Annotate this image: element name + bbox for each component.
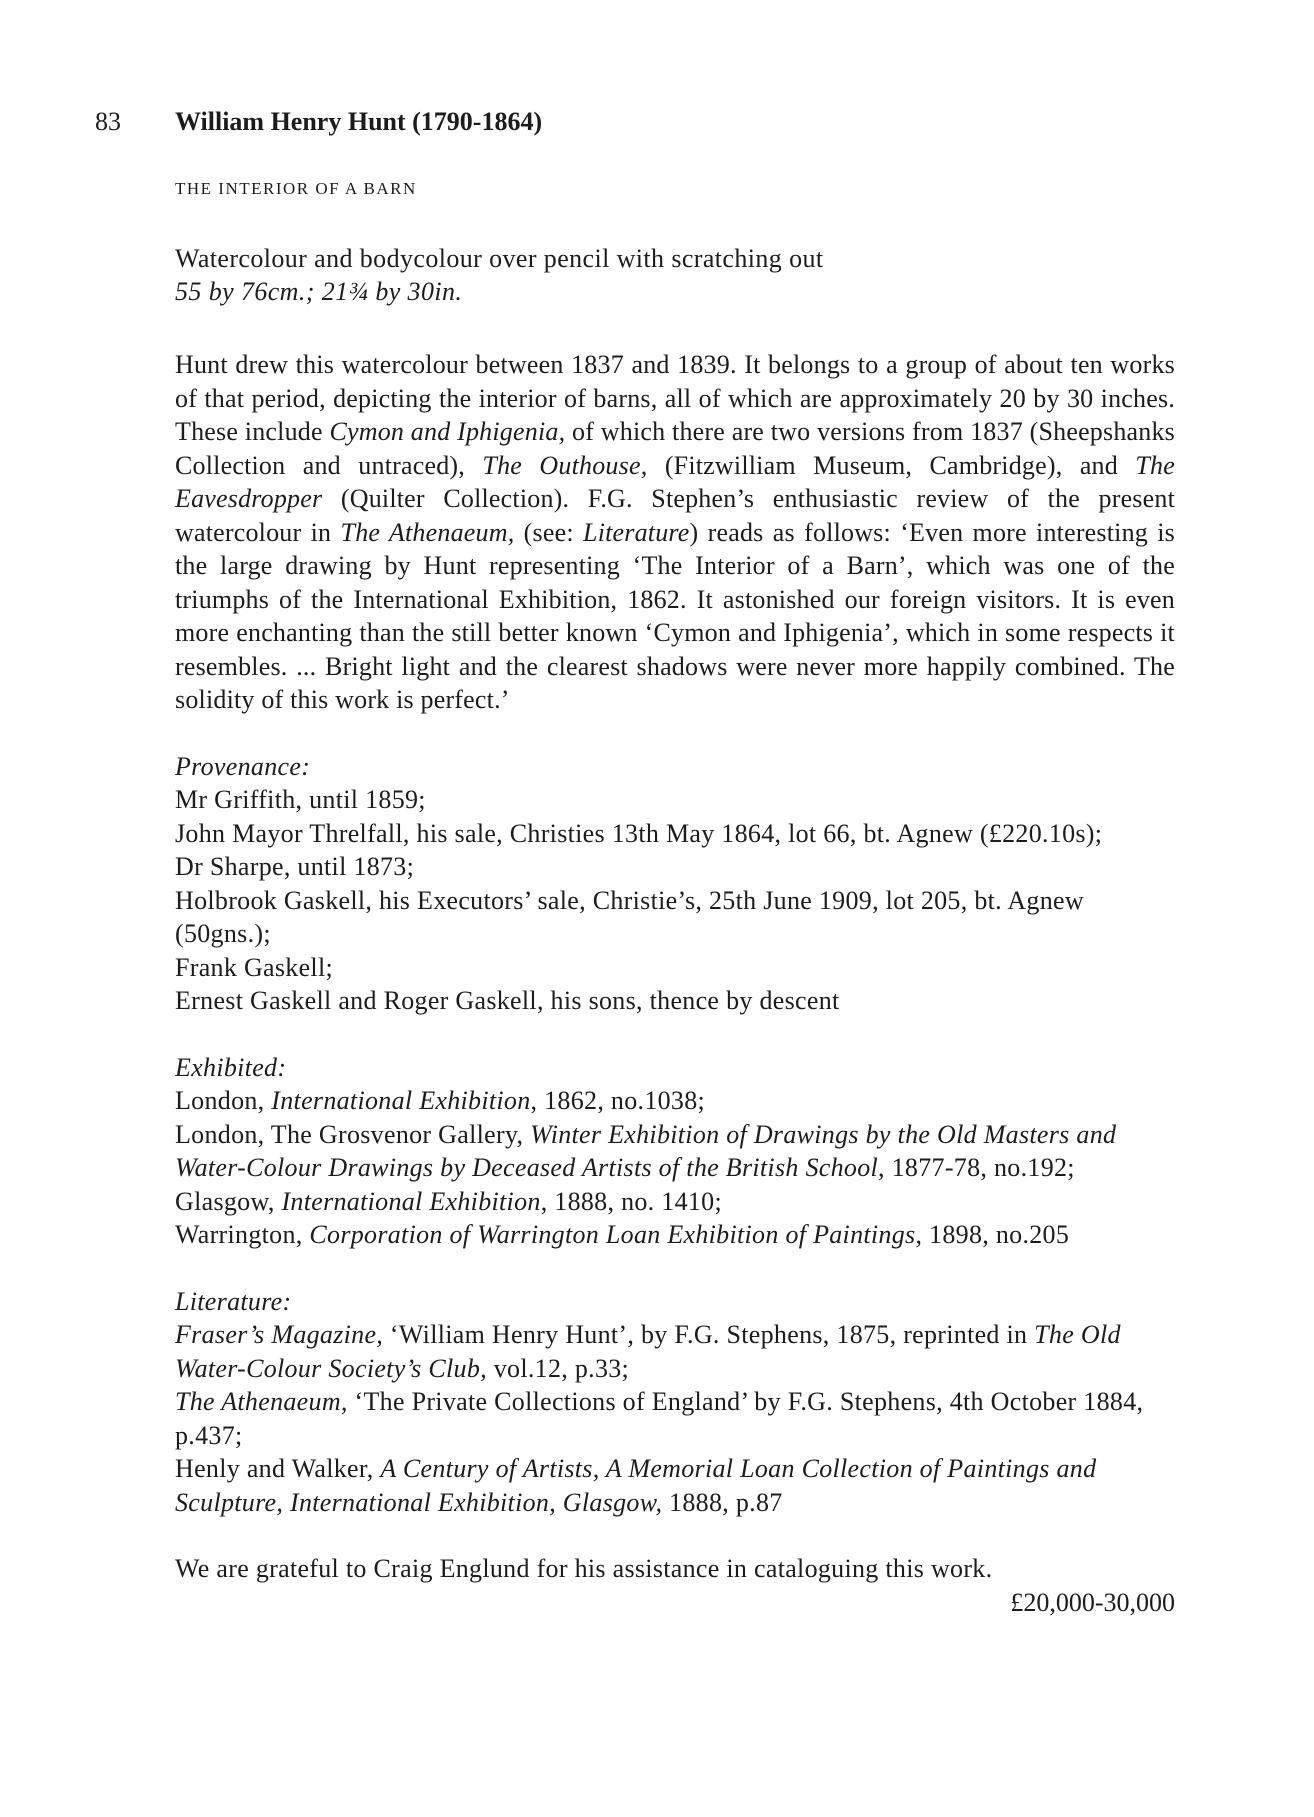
literature-entry	[175, 1385, 1175, 1452]
provenance-line: Dr Sharpe, until 1873;	[175, 852, 415, 881]
essay-work-title: Cymon and Iphigenia,	[329, 417, 566, 446]
essay-text: Hunt drew this watercolour between 1837 and 1839. It belongs to a group of about ten works of that period, depicting the interior of barns, all of which are approximately 20 by 30 inches. These include	[175, 350, 1175, 446]
provenance-section	[175, 750, 1175, 1018]
exhibited-label: Exhibited:	[175, 1052, 287, 1082]
exhibited-section	[175, 1051, 1175, 1252]
medium-description: Watercolour and bodycolour over pencil with scratching out	[175, 244, 824, 273]
dimensions: 55 by 76cm.; 21¾ by 30in.	[175, 277, 463, 306]
lot-number: 83	[95, 107, 121, 136]
artist-name: William Henry Hunt (1790-1864)	[175, 107, 543, 136]
work-title: THE INTERIOR OF A BARN	[175, 179, 417, 198]
exhibition-venue: London,	[175, 1086, 272, 1115]
essay-publication-title: The Athenaeum,	[340, 517, 515, 547]
exhibition-venue: Warrington,	[175, 1220, 310, 1249]
publication-title: The Athenaeum,	[175, 1387, 348, 1416]
essay-text: (Fitzwilliam Museum, Cambridge), and	[647, 450, 1136, 480]
essay-paragraph	[175, 348, 1175, 717]
exhibition-entry	[175, 1084, 1175, 1118]
provenance-line: Ernest Gaskell and Roger Gaskell, his sons, thence by descent	[175, 986, 840, 1015]
essay-text: (see:	[514, 517, 584, 547]
provenance-label: Provenance:	[175, 751, 311, 781]
essay-text: of which there are two versions from 1837 (Sheepshanks Collection and untraced),	[175, 417, 1175, 480]
literature-details: 1888, p.87	[662, 1487, 783, 1517]
catalogue-essay	[175, 348, 1175, 717]
acknowledgement: We are grateful to Craig Englund for his assistance in cataloguing this work.	[175, 1554, 993, 1583]
essay-reference: Literature	[583, 517, 690, 547]
exhibition-entry	[175, 1118, 1175, 1185]
provenance-line: John Mayor Threlfall, his sale, Christies 13th May 1864, lot 66, bt. Agnew (£220.10s);	[175, 818, 1103, 848]
medium-block	[175, 242, 1175, 308]
provenance-line: Holbrook Gaskell, his Executors’ sale, Christie’s, 25th June 1909, lot 205, bt. Agnew (50gns.);	[175, 885, 1084, 948]
literature-label: Literature:	[175, 1286, 292, 1316]
exhibition-details: , 1862, no.1038;	[530, 1086, 706, 1115]
provenance-line: Frank Gaskell;	[175, 952, 334, 982]
literature-entry	[175, 1318, 1175, 1385]
essay-work-title: The Eavesdropper	[175, 450, 1175, 513]
lot-entry	[175, 176, 1175, 1619]
essay-text: ) reads as follows: ‘Even more interesting is the large drawing by Hunt representing ‘The Interior of a Barn’, which was one of the triumphs of the International Exhibition, 1862. It astonished our foreign visitors. It is even more enchanting than the still better known ‘Cymon and Iphigenia’, which in some respects it resembles. ... Bright light and the clearest shadows were never more happily combined. The solidity of this work is perfect.’	[175, 517, 1175, 714]
exhibition-venue: Glasgow,	[175, 1186, 282, 1216]
exhibition-title: Winter Exhibition of Drawings by the Old Masters and Water-Colour Drawings by Deceased Artists of the British School	[175, 1119, 1117, 1182]
literature-details: vol.12, p.33;	[486, 1353, 630, 1383]
publication-title: A Century of Artists, A Memorial Loan Collection of Paintings and Sculpture, International Exhibition, Glasgow,	[175, 1454, 1097, 1517]
literature-section	[175, 1285, 1175, 1520]
exhibition-entry	[175, 1185, 1175, 1219]
exhibition-details: , 1888, no. 1410;	[540, 1186, 723, 1216]
exhibition-details: , 1898, no.205	[915, 1220, 1070, 1249]
provenance-line: Mr Griffith, until 1859;	[175, 785, 426, 814]
exhibition-title: International Exhibition	[281, 1186, 541, 1216]
literature-entry	[175, 1452, 1175, 1519]
literature-authors: Henly and Walker,	[175, 1454, 381, 1483]
publication-title: Fraser’s Magazine,	[175, 1320, 384, 1349]
lot-header	[95, 104, 542, 140]
publication-title: The Old Water-Colour Society’s Club,	[175, 1320, 1121, 1383]
exhibition-venue: London, The Grosvenor Gallery,	[175, 1119, 531, 1149]
exhibition-entry	[175, 1218, 1175, 1252]
literature-details: ‘William Henry Hunt’, by F.G. Stephens, 1875, reprinted in	[383, 1320, 1035, 1349]
exhibition-details: , 1877-78, no.192;	[878, 1153, 1075, 1182]
essay-text: (Quilter Collection). F.G. Stephen’s enthusiastic review of the present watercolour in	[175, 484, 1175, 547]
price-estimate: £20,000-30,000	[1010, 1587, 1175, 1617]
essay-work-title: The Outhouse,	[482, 450, 648, 480]
literature-details: ‘The Private Collections of England’ by F.G. Stephens, 4th October 1884, p.437;	[175, 1387, 1144, 1450]
exhibition-title: Corporation of Warrington Loan Exhibition of Paintings	[309, 1220, 916, 1249]
exhibition-title: International Exhibition	[271, 1086, 531, 1115]
